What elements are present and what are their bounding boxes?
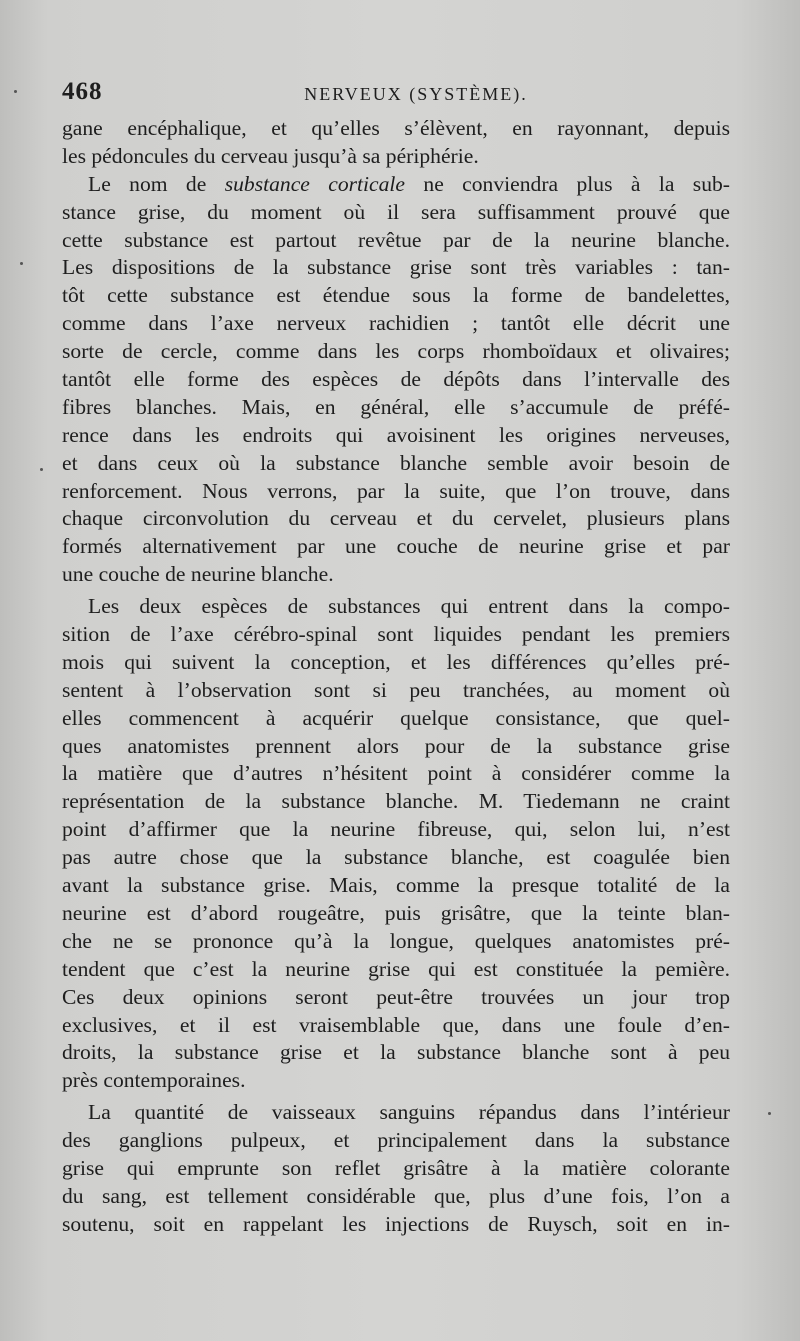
running-title: NERVEUX (SYSTÈME). [304,84,528,104]
text-line: près contemporaines. [62,1068,246,1093]
paragraph [62,115,730,171]
text-line: grise qui emprunte son reflet grisâtre à la matière colorante [62,1155,730,1180]
text-line: mois qui suivent la conception, et les différences qu’elles pré- [62,649,730,674]
text-line: che ne se prononce qu’à la longue, quelques anatomistes pré- [62,928,730,953]
text-line: des ganglions pulpeux, et principalement dans la substance [62,1128,730,1153]
paragraph [62,1099,730,1238]
text-line: renforcement. Nous verrons, par la suite, que l’on trouve, dans [62,478,730,503]
paragraph [62,171,730,589]
text-line: une couche de neurine blanche. [62,562,334,587]
text-line: formés alternativement par une couche de neurine grise et par [62,534,730,559]
text-segment: ne conviendra plus à la sub- [405,171,730,196]
text-line: les pédoncules du cerveau jusqu’à sa périphérie. [62,143,479,168]
text-line: La quantité de vaisseaux sanguins répandus dans l’intérieur [88,1100,730,1125]
page-header [62,78,730,114]
paragraph [62,593,730,1095]
text-line: représentation de la substance blanche. M. Tiedemann ne craint [62,789,730,814]
italic-term: substance corticale [224,171,406,196]
text-line: sorte de cercle, comme dans les corps rhomboïdaux et olivaires; [62,339,730,364]
text-line: elles commencent à acquérir quelque consistance, que quel- [62,705,730,730]
page-number: 468 [62,78,103,105]
text-line: sition de l’axe cérébro-spinal sont liquides pendant les premiers [62,622,730,647]
text-line: comme dans l’axe nerveux rachidien ; tantôt elle décrit une [62,311,730,336]
text-line: Ces deux opinions seront peut-être trouvées un jour trop [62,984,730,1009]
text-line: pas autre chose que la substance blanche, est coagulée bien [62,845,730,870]
text-line: cette substance est partout revêtue par de la neurine blanche. [62,227,730,252]
text-line: Les deux espèces de substances qui entrent dans la compo- [88,594,730,619]
text-line: tendent que c’est la neurine grise qui est constituée la pemière. [62,956,730,981]
text-line: du sang, est tellement considérable que, plus d’une fois, l’on a [62,1183,730,1208]
text-line: soutenu, soit en rappelant les injections de Ruysch, soit en in- [62,1211,730,1236]
text-line: stance grise, du moment où il sera suffisamment prouvé que [62,199,730,224]
text-line: et dans ceux où la substance blanche semble avoir besoin de [62,450,730,475]
text-line: la matière que d’autres n’hésitent point à considérer comme la [62,761,730,786]
text-line: tantôt elle forme des espèces de dépôts dans l’intervalle des [62,367,730,392]
text-line: Les dispositions de la substance grise sont très variables : tan- [62,255,730,280]
text-segment: Le nom de [88,171,225,196]
text-line: point d’affirmer que la neurine fibreuse, qui, selon lui, n’est [62,817,730,842]
text-line: chaque circonvolution du cerveau et du cervelet, plusieurs plans [62,506,730,531]
text-line: rence dans les endroits qui avoisinent les origines nerveuses, [62,422,730,447]
text-line: neurine est d’abord rougeâtre, puis grisâtre, que la teinte blan- [62,900,730,925]
text-line: ques anatomistes prennent alors pour de la substance grise [62,733,730,758]
text-line: fibres blanches. Mais, en général, elle s’accumule de préfé- [62,394,730,419]
text-line: gane encéphalique, et qu’elles s’élèvent, en rayonnant, depuis [62,116,730,140]
body-text [62,115,730,1239]
text-line: droits, la substance grise et la substance blanche sont à peu [62,1040,730,1065]
text-line: exclusives, et il est vraisemblable que, dans une foule d’en- [62,1012,730,1037]
text-line: avant la substance grise. Mais, comme la presque totalité de la [62,873,730,898]
text-line: sentent à l’observation sont si peu tranchées, au moment où [62,677,730,702]
text-line: tôt cette substance est étendue sous la forme de bandelettes, [62,283,730,308]
text-line [62,171,730,199]
